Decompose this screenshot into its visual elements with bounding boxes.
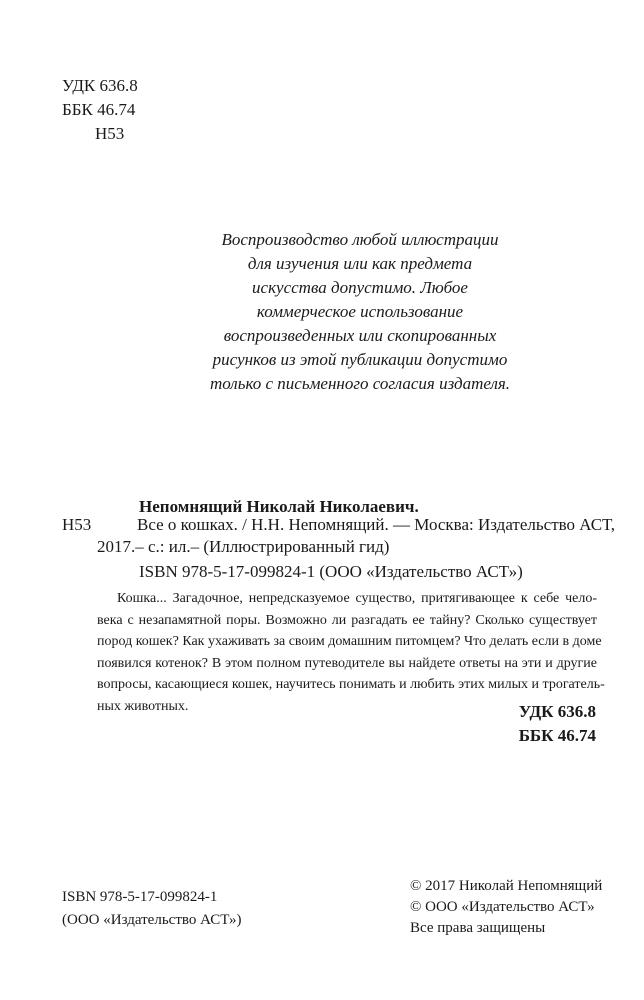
bbk-code: ББК 46.74 [62,100,136,119]
footer-isbn: ISBN 978-5-17-099824-1 [62,889,218,905]
header-codes [62,74,138,146]
annotation-text [97,588,605,717]
annotation-line: ных животных. [97,698,189,714]
notice-line: Воспроизводство любой иллюстрации [221,230,499,249]
reproduction-notice [150,228,570,396]
record-isbn: ISBN 978-5-17-099824-1 (ООО «Издательство АСТ») [139,562,523,581]
copyright-publisher: © ООО «Издательство АСТ» [410,899,595,915]
author-mark: Н53 [95,124,125,143]
rights-reserved: Все права защищены [410,920,546,936]
record-author-mark: Н53 [62,515,92,534]
annotation-line: появился котенок? В этом полном путеводителе вы найдете ответы на эти и другие [97,655,597,671]
footer-publisher: (ООО «Издательство АСТ») [62,912,242,928]
bbk-code-bold: ББК 46.74 [518,726,596,745]
annotation-line: пород кошек? Как ухаживать за своим домашним питомцем? Что делать если в доме [97,634,602,649]
title-line: Все о кошках. / Н.Н. Непомнящий. — Москва: Издательство АСТ, [137,515,615,534]
notice-line: для изучения или как предмета [247,254,473,273]
record-title [97,514,615,558]
notice-line: коммерческое использование [256,302,464,321]
record-author: Непомнящий Николай Николаевич. [139,497,419,516]
udk-code-bold: УДК 636.8 [518,702,596,721]
notice-line: только с письменного согласия издателя. [209,374,511,393]
annotation-line: века с незапамятной поры. Возможно ли разгадать ее тайну? Сколько существует [97,612,597,628]
annotation-line: вопросы, касающиеся кошек, научитесь понимать и любить этих милых и трогатель- [97,677,605,692]
notice-line: воспроизведенных или скопированных [223,326,497,345]
footer-copyright-block [410,876,602,939]
udk-code: УДК 636.8 [62,76,138,95]
copyright-author: © 2017 Николай Непомнящий [410,878,603,894]
notice-line: рисунков из этой публикации допустимо [212,350,508,369]
annotation-line: Кошка... Загадочное, непредсказуемое существо, притягивающее к себе чело- [117,591,597,606]
footer-isbn-block [62,886,241,932]
notice-line: искусства допустимо. Любое [252,278,468,297]
title-line: 2017.– с.: ил.– (Иллюстрированный гид) [97,537,390,556]
classification-codes [500,700,596,748]
